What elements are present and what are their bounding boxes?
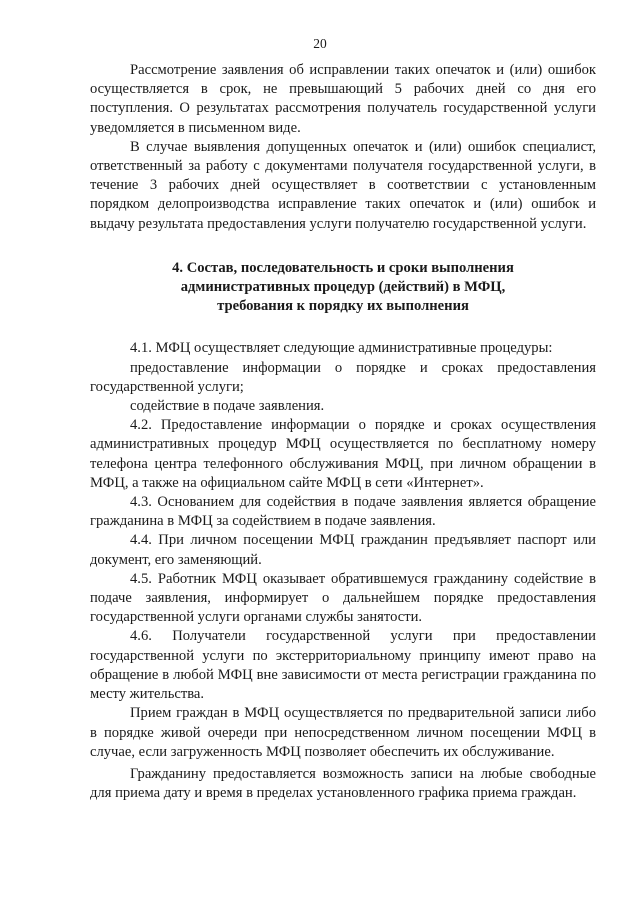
- paragraph-4-6: 4.6. Получатели государственной услуги при предоставлении государственной услуги по экстерриториальному принципу имеют право на обращение в любой МФЦ вне зависимости от места регистрации гражданина по месту жительства.: [90, 628, 596, 703]
- document-body: [90, 61, 596, 803]
- paragraph-4-3: 4.3. Основанием для содействия в подаче заявления является обращение гражданина в МФЦ за содействием в подаче заявления.: [90, 494, 596, 530]
- paragraph-correction-procedure: В случае выявления допущенных опечаток и (или) ошибок специалист, ответственный за работу с документами получателя государственной услуги, в течение 3 рабочих дней осуществляет в соответствии с установленным порядком делопроизводства исправление таких опечаток и (или) ошибок и выдачу результата предоставления услуги получателю государственной услуги.: [90, 138, 596, 232]
- paragraph-4-4: 4.4. При личном посещении МФЦ гражданин предъявляет паспорт или документ, его заменяющий.: [90, 532, 596, 568]
- paragraph-4-5: 4.5. Работник МФЦ оказывает обратившемуся гражданину содействие в подаче заявления, информирует о дальнейшем порядке предоставления государственной услуги органами службы занятости.: [90, 570, 596, 626]
- paragraph-reception: Прием граждан в МФЦ осуществляется по предварительной записи либо в порядке живой очереди при непосредственном личном посещении МФЦ в случае, если загруженность МФЦ позволяет обеспечить их обслуживание.: [90, 705, 596, 760]
- paragraph-procedure-assist: содействие в подаче заявления.: [130, 398, 325, 415]
- paragraph-procedure-info: предоставление информации о порядке и сроках предоставления государственной услуги;: [90, 359, 596, 395]
- section-heading: [90, 259, 596, 317]
- page-number: 20: [313, 36, 327, 51]
- section-heading-line-1: 4. Состав, последовательность и сроки выполнения: [172, 259, 514, 276]
- section-heading-line-3: требования к порядку их выполнения: [217, 298, 469, 315]
- section-heading-line-2: административных процедур (действий) в МФЦ,: [180, 279, 506, 296]
- paragraph-appointment: Гражданину предоставляется возможность записи на любые свободные для приема дату и время в пределах установленного графика приема граждан.: [90, 765, 596, 802]
- paragraph-correction-review: Рассмотрение заявления об исправлении таких опечаток и (или) ошибок осуществляется в срок, не превышающий 5 рабочих дней со дня его поступления. О результатах рассмотрения получатель государственной услуги уведомляется в письменном виде.: [90, 62, 596, 136]
- paragraph-4-1: 4.1. МФЦ осуществляет следующие административные процедуры:: [130, 340, 553, 357]
- paragraph-4-2: 4.2. Предоставление информации о порядке и сроках осуществления административных процедур МФЦ осуществляется по бесплатному номеру телефона центра телефонного обслуживания МФЦ, при личном обращении в МФЦ, а также на официальном сайте МФЦ в сети «Интернет».: [90, 417, 596, 491]
